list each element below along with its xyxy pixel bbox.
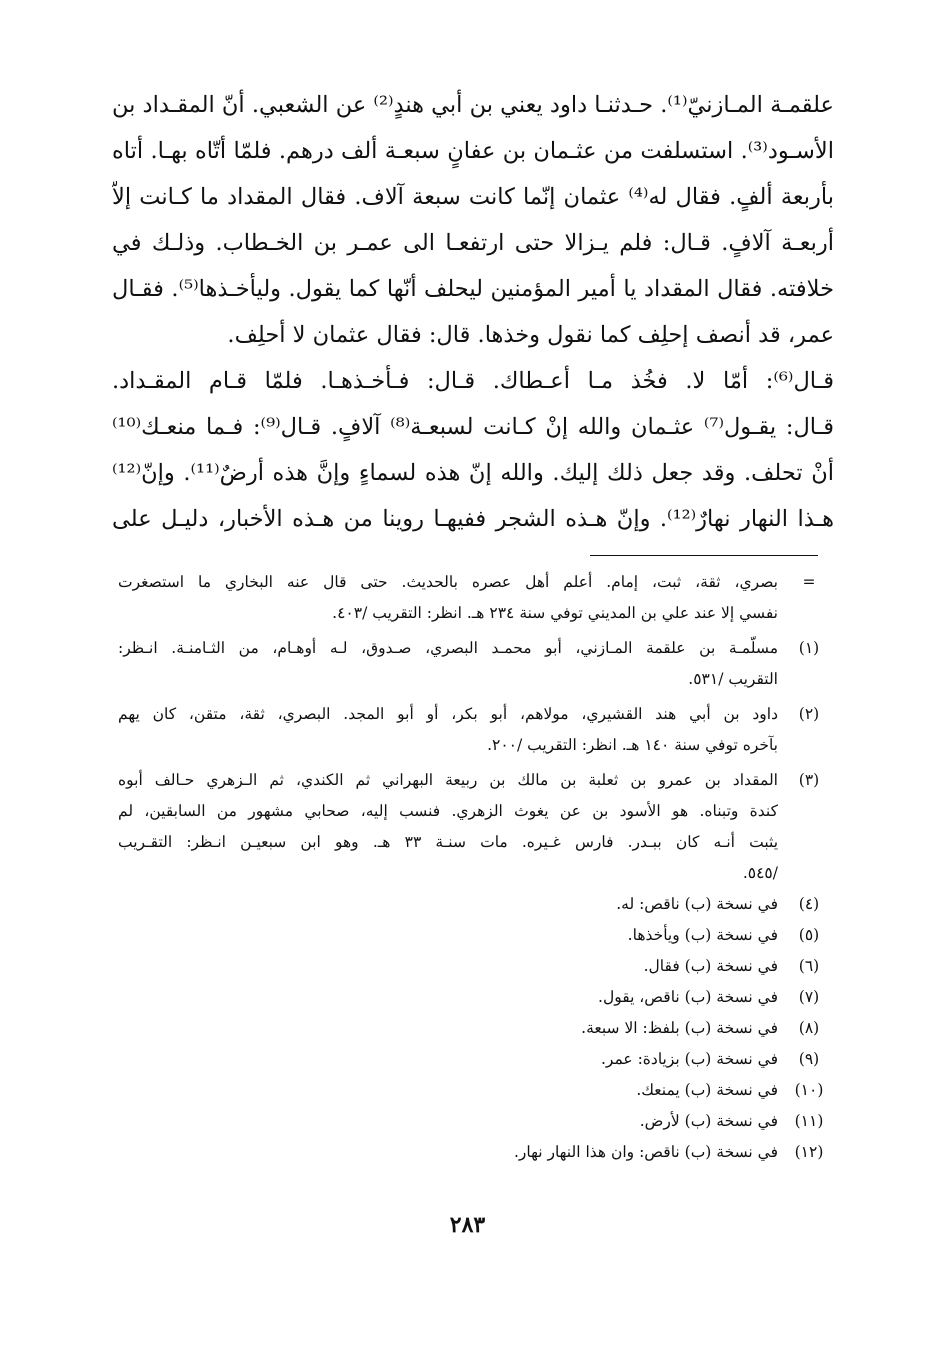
- footnote-text: في نسخة (ب) ناقص: وان هذا النهار نهار.: [513, 1143, 778, 1161]
- footnote-marker: (٧): [798, 988, 820, 1006]
- footnote-text: في نسخة (ب) ناقص: له.: [616, 895, 778, 913]
- main-text-line: أنْ تحلف. وقد جعل ذلك إليك. والله إنّ هذه لسماءٍ وإنَّ هذه أرضٌ⁽¹¹⁾. وإنّ⁽¹²⁾: [112, 460, 834, 486]
- footnote-marker: (١٢): [794, 1143, 824, 1161]
- footnote-marker: (٣): [798, 771, 820, 789]
- footnote-continuation: [118, 567, 840, 629]
- footnote-marker: (٦): [798, 957, 820, 975]
- main-text-line: قـال⁽⁶⁾: أمّا لا. فخُذ مـا أعـطاك. قـال: فـأخـذهـا. فلمّا قـام المقـداد.: [112, 368, 834, 394]
- main-text-line: الأسـود⁽³⁾. استسلفت من عثـمان بن عفانٍ سبعـة ألف درهم. فلمّا أتّاه بهـا. أتاه: [112, 138, 834, 164]
- footnote-7: [118, 982, 840, 1013]
- footnote-line: كندة وتبناه. هو الأسود بن عن يغوث الزهري. فنسب إليه، صحابي مشهور من السابقين، لم: [118, 802, 778, 820]
- footnote-body: [118, 699, 778, 761]
- footnote-line: /٥٤٥.: [742, 864, 778, 882]
- footnote-11: [118, 1106, 840, 1137]
- footnote-3: [118, 765, 840, 889]
- footnote-marker: (١٠): [794, 1081, 824, 1099]
- footnote-2: [118, 699, 840, 761]
- footnote-line: مسلّمـة بن علقمة المـازني، أبو محمـد البصري، صـدوق، لـه أوهـام، من الثـامنـة. انـظر:: [118, 639, 778, 657]
- footnote-marker: (٢): [798, 705, 820, 723]
- footnote-line: المقداد بن عمرو بن ثعلبة بن مالك بن ربيعة البهراني ثم الكندي، ثم الـزهري حـالف أبوه: [118, 771, 778, 789]
- footnotes-block: [118, 567, 840, 1168]
- footnote-body: [118, 765, 778, 889]
- page-number: ٢٨٣: [449, 1212, 486, 1238]
- footnote-1: [118, 633, 840, 695]
- footnote-text: في نسخة (ب) ناقص، يقول.: [598, 988, 778, 1006]
- footnote-10: [118, 1075, 840, 1106]
- footnote-line: بصري، ثقة، ثبت، إمام. أعلم أهل عصره بالحديث. حتى قال عنه البخاري ما استصغرت: [118, 573, 778, 591]
- footnote-body: [118, 567, 778, 629]
- main-text-block: [112, 82, 834, 542]
- footnote-line: بآخره توفي سنة ١٤٠ هـ. انظر: التقريب /٢٠٠.: [487, 736, 778, 754]
- footnote-5: [118, 920, 840, 951]
- footnote-marker: (٥): [798, 926, 820, 944]
- main-text-line: هـذا النهار نهارٌ⁽¹²⁾. وإنّ هـذه الشجر ففيهـا روينا من هـذه الأخبار، دليـل على: [112, 506, 834, 532]
- main-text-line: أربعـة آلافٍ. قـال: فلم يـزالا حتى ارتفعـا الى عمـر بن الخـطاب. وذلـك في: [112, 230, 834, 256]
- footnote-line: التقريب /٥٣١.: [688, 670, 778, 688]
- footnote-text: في نسخة (ب) فقال.: [643, 957, 778, 975]
- footnote-line: يثبت أنـه كان ببـدر. فارس غـيره. مات سنـة ٣٣ هـ. وهو ابن سبعيـن انـظر: التقـريب: [118, 833, 778, 851]
- main-text-line: قـال: يقـول⁽⁷⁾ عثـمان والله إنْ كـانت لسبعـة⁽⁸⁾ آلافٍ. قـال⁽⁹⁾: فـما منعـك⁽¹⁰⁾: [112, 414, 834, 440]
- footnote-8: [118, 1013, 840, 1044]
- footnote-text: في نسخة (ب) ويأخذها.: [627, 926, 778, 944]
- footnote-marker: (٨): [798, 1019, 820, 1037]
- footnote-4: [118, 889, 840, 920]
- footnote-text: في نسخة (ب) يمنعك.: [636, 1081, 778, 1099]
- footnote-text: في نسخة (ب) بزيادة: عمر.: [600, 1050, 778, 1068]
- main-text-line: علقمـة المـازنيّ⁽¹⁾. حـدثنـا داود يعني بن أبي هندٍ⁽²⁾ عن الشعبي. أنّ المقـداد بن: [112, 92, 834, 118]
- main-text-line: بأربعة ألفٍ. فقال له⁽⁴⁾ عثمان إنّما كانت سبعة آلاف. فقال المقداد ما كـانت إلاّ: [112, 184, 834, 210]
- main-text-line: عمر، قد أنصف إحلِف كما نقول وخذها. قال: فقال عثمان لا أحلِف.: [227, 322, 834, 348]
- footnote-text: في نسخة (ب) لأرض.: [639, 1112, 778, 1130]
- footnote-line: داود بن أبي هند القشيري، مولاهم، أبو بكر، أو أبو المجد. البصري، ثقة، متقن، كان يهم: [118, 705, 778, 723]
- footnote-marker: (٩): [798, 1050, 820, 1068]
- footnote-line: نفسي إلا عند علي بن المديني توفي سنة ٢٣٤ هـ. انظر: التقريب /٤٠٣.: [332, 604, 778, 622]
- footnote-12: [118, 1137, 840, 1168]
- footnote-6: [118, 951, 840, 982]
- footnote-marker: (٤): [798, 895, 820, 913]
- footnote-marker: (١١): [794, 1112, 824, 1130]
- main-text-line: خلافته. فقال المقداد يا أمير المؤمنين ليحلف أنّها كما يقول. وليأخـذها⁽⁵⁾. فقـال: [112, 276, 834, 302]
- footnote-body: [118, 633, 778, 695]
- footnote-marker: (١): [798, 639, 820, 657]
- footnote-text: في نسخة (ب) بلفظ: الا سبعة.: [581, 1019, 778, 1037]
- footnote-separator: [590, 555, 818, 556]
- footnote-9: [118, 1044, 840, 1075]
- footnote-marker: =: [802, 573, 816, 591]
